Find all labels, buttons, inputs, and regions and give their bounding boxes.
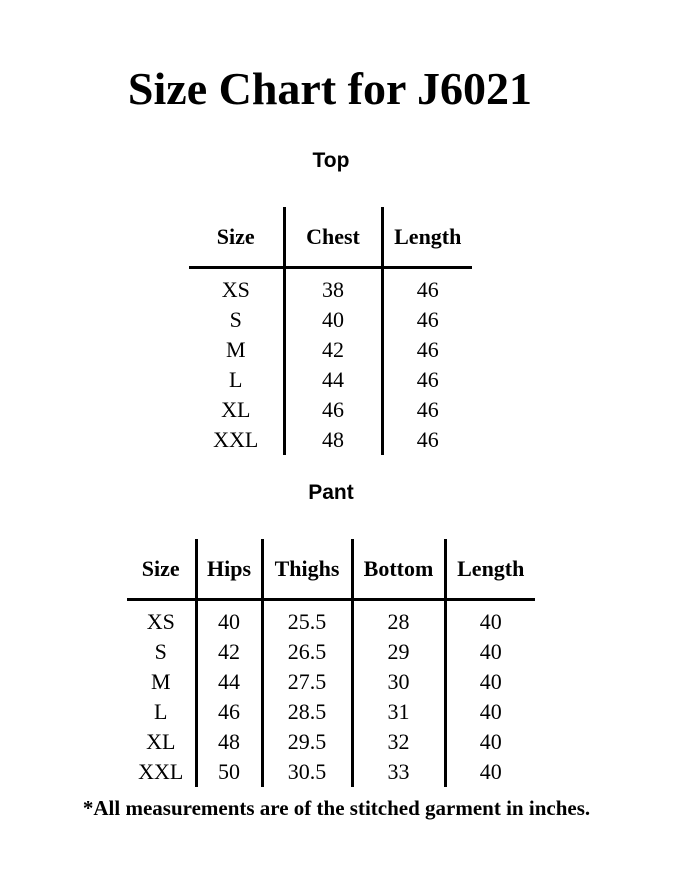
pant-header-size: Size <box>127 539 196 600</box>
length-cell: 46 <box>416 367 439 392</box>
length-cell: 46 <box>416 427 439 452</box>
pant-header-hips: Hips <box>196 539 262 600</box>
table-row <box>127 600 535 638</box>
top-header-length: Length <box>382 207 472 268</box>
chest-cell: 46 <box>284 395 382 425</box>
hips-cell: 46 <box>196 697 262 727</box>
length-cell: 40 <box>479 669 502 694</box>
size-cell: XXL <box>127 757 196 787</box>
bottom-cell: 32 <box>352 727 445 757</box>
pant-section-title: Pant <box>308 481 354 504</box>
pant-header-length: Length <box>445 539 535 600</box>
length-cell: 40 <box>479 699 502 724</box>
size-cell: XXL <box>189 425 284 455</box>
bottom-cell: 33 <box>352 757 445 787</box>
length-cell: 46 <box>416 307 439 332</box>
length-cell: 40 <box>479 759 502 784</box>
pant-size-table <box>127 539 535 787</box>
chest-cell: 38 <box>284 268 382 306</box>
table-row <box>127 637 535 667</box>
size-cell: L <box>127 697 196 727</box>
table-row <box>189 365 472 395</box>
pant-header-row <box>127 539 535 600</box>
size-cell: S <box>189 305 284 335</box>
thighs-cell: 26.5 <box>262 637 352 667</box>
table-row <box>127 697 535 727</box>
size-cell: XS <box>127 600 196 638</box>
length-cell: 40 <box>479 729 502 754</box>
pant-header-thighs: Thighs <box>262 539 352 600</box>
bottom-cell: 28 <box>352 600 445 638</box>
table-row <box>189 268 472 306</box>
bottom-cell: 29 <box>352 637 445 667</box>
thighs-cell: 28.5 <box>262 697 352 727</box>
top-header-size: Size <box>189 207 284 268</box>
top-header-chest: Chest <box>284 207 382 268</box>
chest-cell: 40 <box>284 305 382 335</box>
length-cell: 46 <box>416 277 439 302</box>
thighs-cell: 29.5 <box>262 727 352 757</box>
length-cell: 46 <box>416 337 439 362</box>
chest-cell: 48 <box>284 425 382 455</box>
bottom-cell: 31 <box>352 697 445 727</box>
length-cell: 40 <box>479 609 502 634</box>
table-row <box>189 395 472 425</box>
table-row <box>189 425 472 455</box>
thighs-cell: 25.5 <box>262 600 352 638</box>
top-size-table <box>189 207 472 455</box>
hips-cell: 48 <box>196 727 262 757</box>
size-cell: XL <box>189 395 284 425</box>
hips-cell: 42 <box>196 637 262 667</box>
size-cell: L <box>189 365 284 395</box>
top-header-row <box>189 207 472 268</box>
size-cell: XS <box>189 268 284 306</box>
measurement-footnote: *All measurements are of the stitched garment in inches. <box>82 796 591 820</box>
top-section-title: Top <box>312 149 350 172</box>
pant-header-bottom: Bottom <box>352 539 445 600</box>
length-cell: 40 <box>479 639 502 664</box>
chest-cell: 42 <box>284 335 382 365</box>
size-cell: XL <box>127 727 196 757</box>
length-cell: 46 <box>416 397 439 422</box>
chest-cell: 44 <box>284 365 382 395</box>
table-row <box>127 757 535 787</box>
thighs-cell: 27.5 <box>262 667 352 697</box>
bottom-cell: 30 <box>352 667 445 697</box>
hips-cell: 40 <box>196 600 262 638</box>
hips-cell: 50 <box>196 757 262 787</box>
table-row <box>189 335 472 365</box>
size-cell: M <box>189 335 284 365</box>
page-title: Size Chart for J6021 <box>127 63 533 114</box>
thighs-cell: 30.5 <box>262 757 352 787</box>
table-row <box>127 727 535 757</box>
hips-cell: 44 <box>196 667 262 697</box>
size-cell: M <box>127 667 196 697</box>
size-cell: S <box>127 637 196 667</box>
table-row <box>189 305 472 335</box>
table-row <box>127 667 535 697</box>
